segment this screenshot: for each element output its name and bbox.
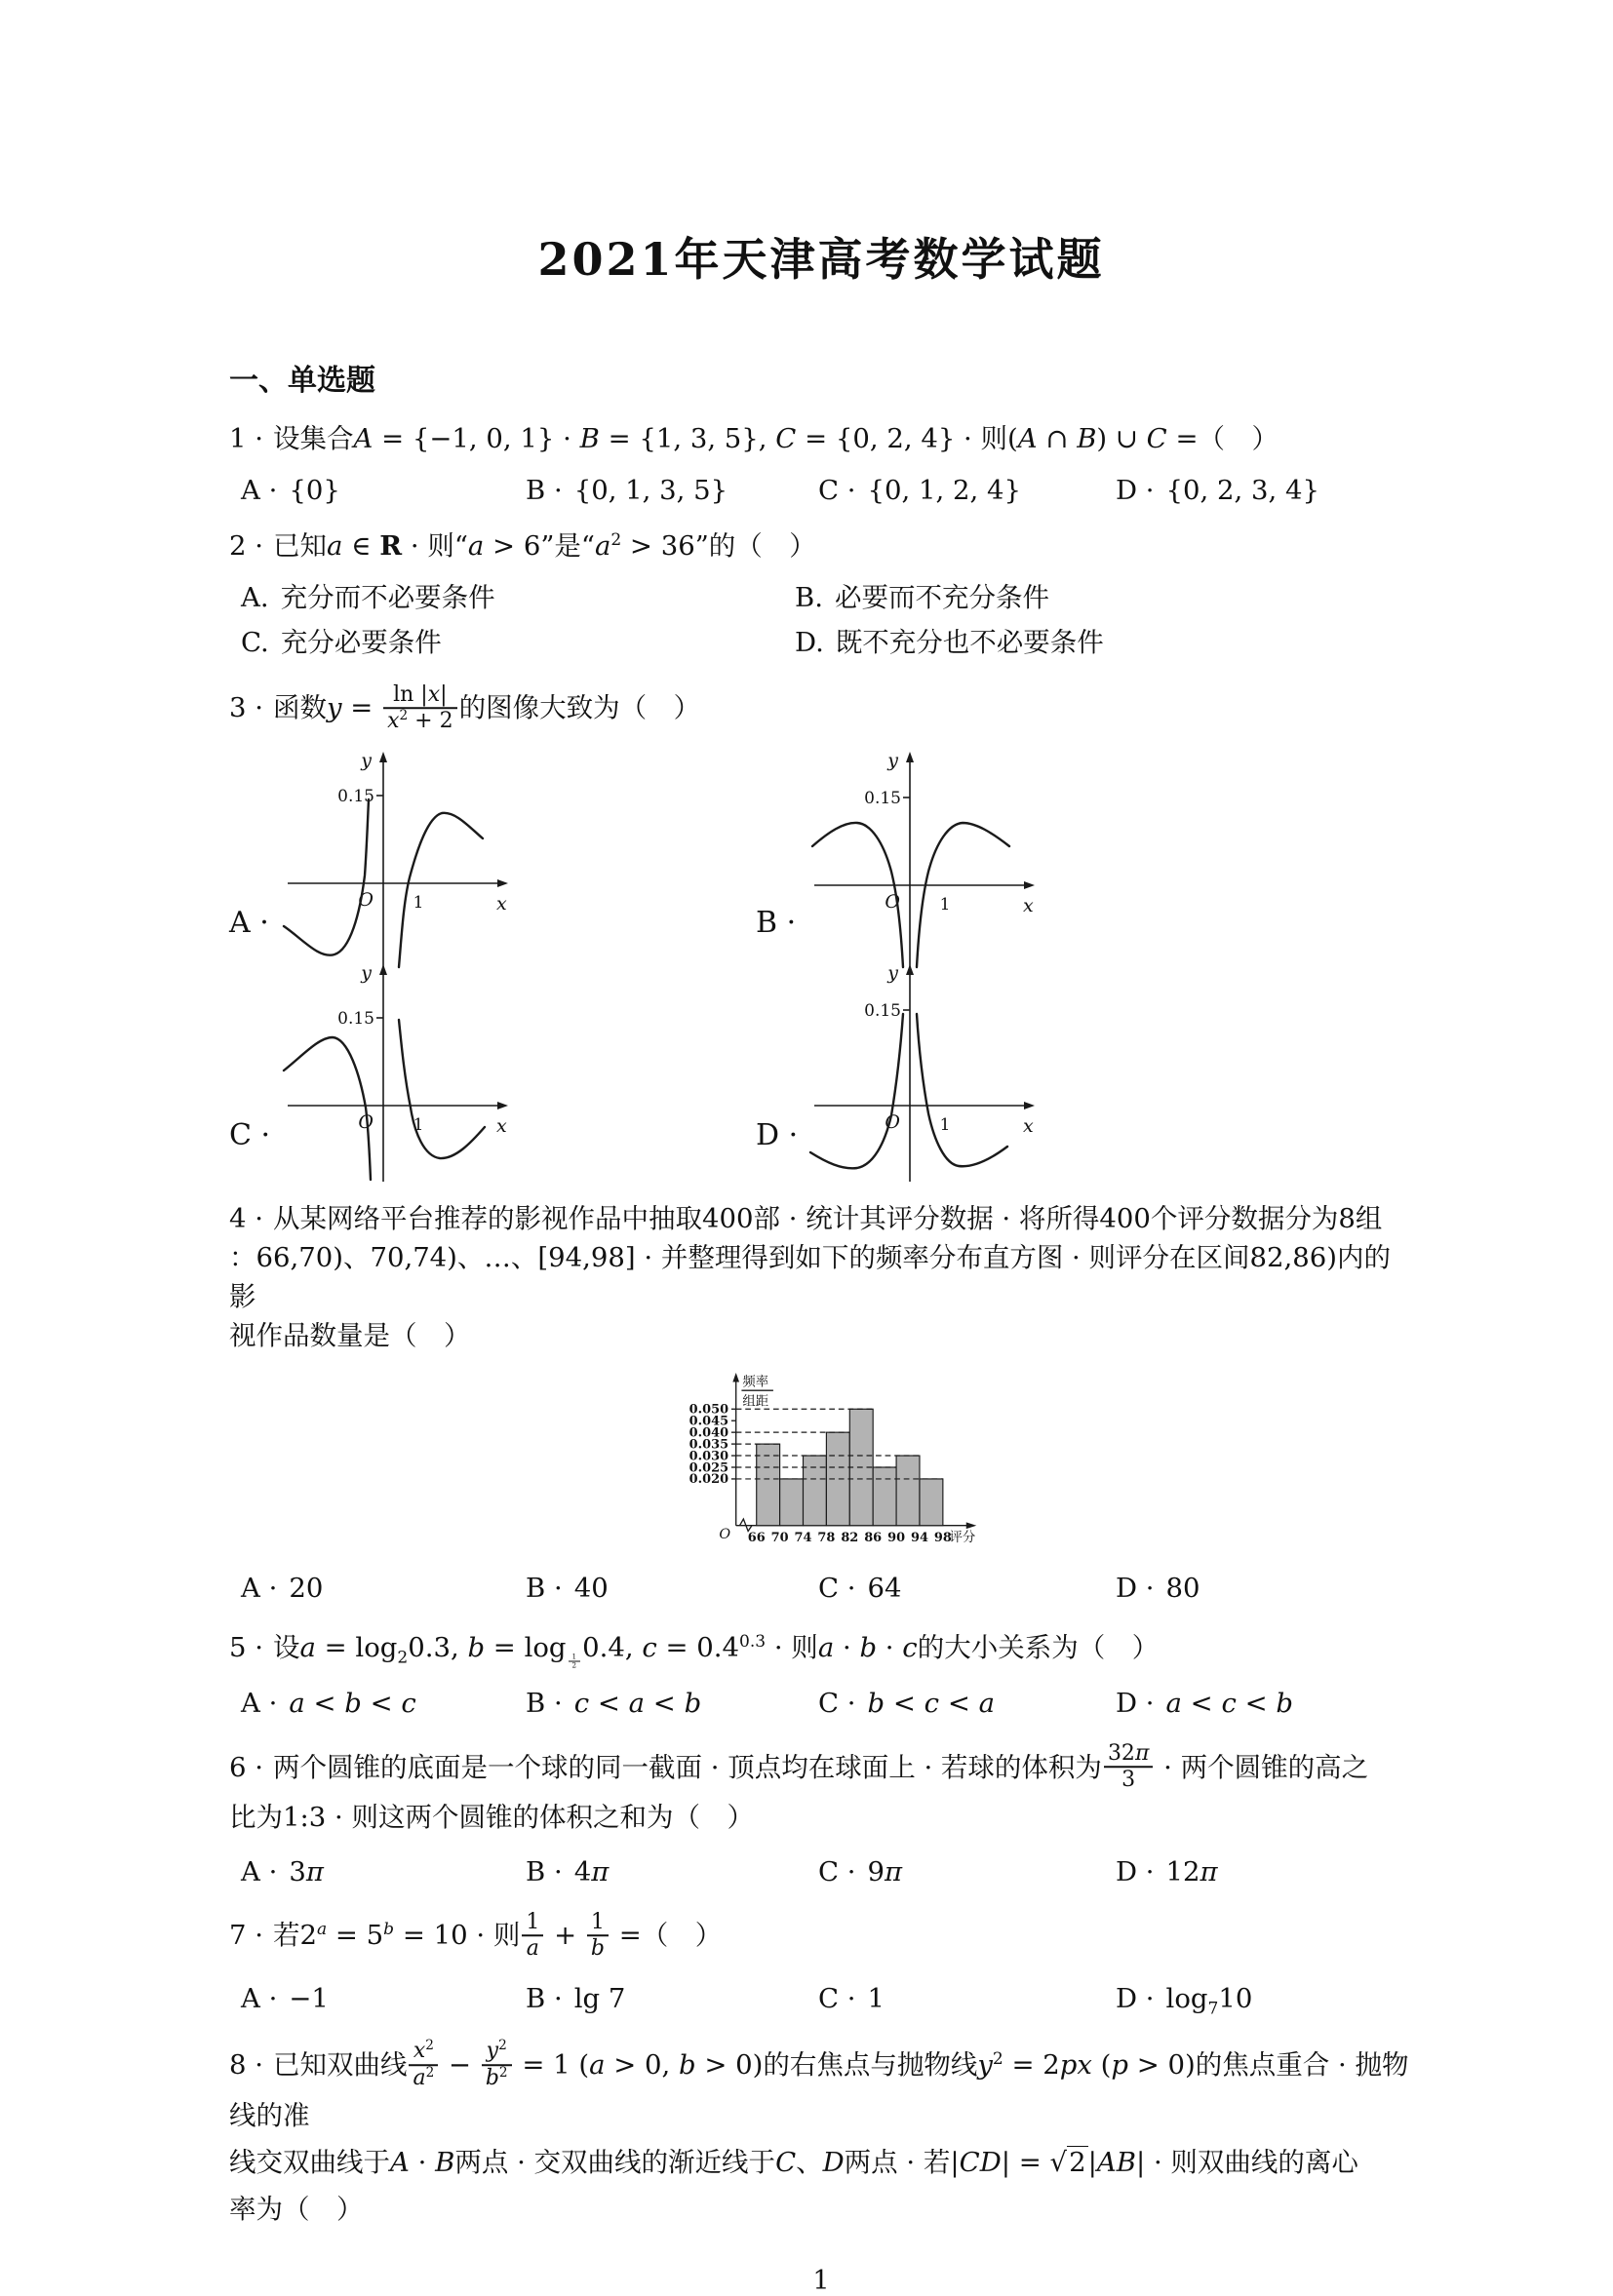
graph-d-origin-label: O [885,1111,900,1134]
graph-d-curve-right [917,1014,1007,1166]
q4-option-a: A · 20 [241,1573,324,1605]
question-2 [229,526,1413,565]
q4-histogram-wrap [688,1363,1413,1554]
q4-option-b: B · 40 [526,1573,609,1605]
graph-a-yaxis-label: y [361,750,372,772]
hist-x-tick-label: 86 [864,1531,883,1546]
question-2-options [229,579,1413,661]
q4-option-d: D · 80 [1116,1573,1200,1605]
graph-a-ytick-label: 0.15 [337,787,374,807]
hist-y-arrow [732,1373,739,1382]
question-7-text: 若$2^a = 5^b = 10$ · 则 $\frac{1}{a}$ + $\frac{1}{b}$ =（ ） [272,1909,723,1962]
graph-c-curve-left [284,1037,371,1180]
hist-x-arrow [966,1522,977,1529]
question-7 [229,1909,1413,1964]
hist-x-tick-label: 82 [841,1531,859,1546]
q7-option-a: A · −1 [241,1983,329,2015]
graph-c-xtick-label: 1 [413,1115,424,1136]
hist-y-tick-label: 0.040 [688,1425,729,1441]
question-8-number: 8 · [229,2049,263,2082]
hist-y-tick-label: 0.050 [688,1402,729,1418]
q6-option-a: A · 3π [241,1855,324,1887]
hist-ylabel-denominator: 组距 [742,1394,769,1410]
question-3-text: 函数y = $\frac{\ln |x|}{x^2 + 2}$ 的图像大致为（ ） [272,681,701,734]
hist-origin-label: O [719,1527,731,1543]
page-title: 2021年天津高考数学试题 [537,233,1105,286]
graph-b-curve-right [917,823,1009,967]
hist-y-tick-label: 0.030 [688,1449,729,1464]
q3-graph-b-caption: B · [756,906,797,941]
question-5 [229,1628,1413,1670]
question-4-options [229,1570,1413,1607]
graph-d-yaxis-label: y [887,962,898,985]
graph-c-ytick-label: 0.15 [337,1009,374,1030]
hist-y-tick-label: 0.035 [688,1437,729,1453]
question-2-text: 已知a ∈ R · 则“a > 6”是“$a^2 > 36$”的（ ） [272,529,816,562]
q7-option-d: $D \cdot \log_710$ [1116,1983,1253,2019]
hist-xlabel: 评分 [949,1531,976,1546]
graph-c-xaxis-label: x [496,1115,507,1138]
q3-graph-d-caption: D · [756,1118,799,1153]
graph-d-curve-left [810,1014,903,1168]
q5-option-a: A · a < b < c [241,1688,416,1720]
graph-a-xtick-label: 1 [413,893,424,914]
question-6-number: 6 · [229,1751,263,1783]
q5-option-c: C · b < c < a [818,1688,996,1720]
hist-x-tick-label: 98 [933,1531,952,1546]
q5-option-d: D · a < c < b [1116,1688,1294,1720]
q7-option-c: C · 1 [818,1983,885,2015]
question-3-number: 3 · [229,692,263,724]
q6-option-b: B · 4π [526,1855,610,1887]
question-2-number: 2 · [229,529,263,562]
graph-b-origin-label: O [885,891,900,914]
question-5-text: 设$a = \log_20.3$, b = log $_{\frac{1}{2}}$ 0.4, $c = 0.4^{0.3}$ · 则a · b · c的大小关系为（ ） [272,1631,1160,1670]
q4-option-c: C · 64 [818,1573,902,1605]
graph-a-xaxis-label: x [496,893,507,915]
graph-d-ytick-label: 0.15 [864,1001,901,1022]
q3-graphs-row-1 [229,747,1413,971]
question-7-number: 7 · [229,1920,263,1952]
q1-option-d: D · {0, 2, 3, 4} [1116,474,1319,506]
graph-a-curve-left [284,799,369,955]
q3-graph-c [276,959,510,1184]
question-4-number: 4 · [229,1203,263,1235]
q3-graph-d [803,959,1037,1184]
q6-option-d: D · 12π [1116,1855,1218,1887]
q2-option-c: C. 充分必要条件 [241,626,442,658]
hist-x-tick-label: 66 [747,1531,766,1546]
q1-option-b: B · {0, 1, 3, 5} [526,474,728,506]
q3-graph-a-caption: A · [229,906,269,941]
question-3 [229,681,1413,736]
page-number: 1 [812,2265,830,2296]
question-6-text: 两个圆锥的底面是一个球的同一截面 · 顶点均在球面上 · 若球的体积为 $\frac{32\pi}{3}$ · 两个圆锥的高之 比为1:3 · 则这两个圆锥的体积之和为（ ） [229,1741,1369,1833]
q1-option-c: C · {0, 1, 2, 4} [818,474,1021,506]
histogram-bar-5 [873,1467,896,1526]
histogram-bar-7 [920,1479,943,1526]
hist-ylabel-numerator: 频率 [742,1375,769,1390]
question-8-text: 已知双曲线 $\frac{x^2}{a^2}$ − $\frac{y^2}{b^2}$ = 1 (a > 0, b > 0)的右焦点与抛物线$y^2 = 2px$ (p > 0)的焦点重合 · 抛物线的准 线交双曲线于A · B两点 · 交双曲线的渐近线于C、D两点 · 若|CD| = √2|AB| · 则双曲线的离心 率为（ ） [229,2038,1409,2225]
q2-option-b: B. 必要而不充分条件 [795,581,1049,613]
q3-graph-c-caption: C · [229,1118,271,1153]
graph-a-curve-right [399,813,483,967]
hist-x-tick-label: 94 [910,1531,928,1546]
q1-option-a: A · {0} [241,474,340,506]
question-1-number: 1 · [229,422,263,454]
question-6 [229,1743,1413,1840]
question-6-options [229,1853,1413,1890]
histogram-bar-2 [804,1456,827,1526]
hist-y-tick-label: 0.025 [688,1460,729,1476]
graph-b-xtick-label: 1 [939,895,951,915]
graph-b-yaxis-label: y [887,750,898,772]
question-5-options [229,1685,1413,1722]
histogram-bar-6 [896,1456,920,1526]
q6-option-c: C · 9π [818,1855,903,1887]
question-7-options [229,1980,1413,2017]
graph-d-xtick-label: 1 [939,1115,951,1136]
histogram-bar-1 [780,1479,804,1526]
question-1-text: 设集合A = {−1, 0, 1} · B = {1, 3, 5}, C = {0, 2, 4} · 则(A ∩ B) ∪ C =（ ） [272,422,1279,454]
q2-option-a: A. 充分而不必要条件 [241,581,495,613]
section-heading: 一、单选题 [229,363,375,398]
graph-c-origin-label: O [358,1111,374,1134]
question-8 [229,2038,1413,2233]
hist-x-tick-label: 74 [794,1531,812,1546]
hist-y-tick-label: 0.020 [688,1472,729,1488]
q2-option-d: D. 既不充分也不必要条件 [795,626,1104,658]
q5-option-b: B · c < a < b [526,1688,702,1720]
question-1-options [229,472,1413,509]
graph-b-xaxis-label: x [1023,895,1034,917]
q3-graph-a [276,747,510,971]
graph-c-yaxis-label: y [361,962,372,985]
q7-option-b: B · lg 7 [526,1983,626,2015]
q3-graph-b [803,747,1037,971]
q3-graphs-row-2 [229,959,1413,1184]
question-5-number: 5 · [229,1632,263,1664]
hist-x-tick-label: 90 [887,1531,906,1546]
graph-d-xaxis-label: x [1023,1115,1034,1138]
hist-x-tick-label: 78 [817,1531,836,1546]
graph-b-ytick-label: 0.15 [864,789,901,809]
hist-x-tick-label: 70 [770,1531,789,1546]
q4-histogram [688,1363,982,1550]
hist-y-tick-label: 0.045 [688,1414,729,1429]
question-1 [229,419,1413,458]
question-4-text: 从某网络平台推荐的影视作品中抽取400部 · 统计其评分数据 · 将所得400个评分数据分为8组 ：66,70)、70,74)、…、[94,98] · 并整理得到如下的频率分布直方图 · 则评分在区间82,86)内的影 视作品数量是（ ） [229,1203,1391,1352]
graph-c-curve-right [399,1020,485,1158]
graph-a-origin-label: O [358,889,374,912]
question-4 [229,1199,1413,1355]
